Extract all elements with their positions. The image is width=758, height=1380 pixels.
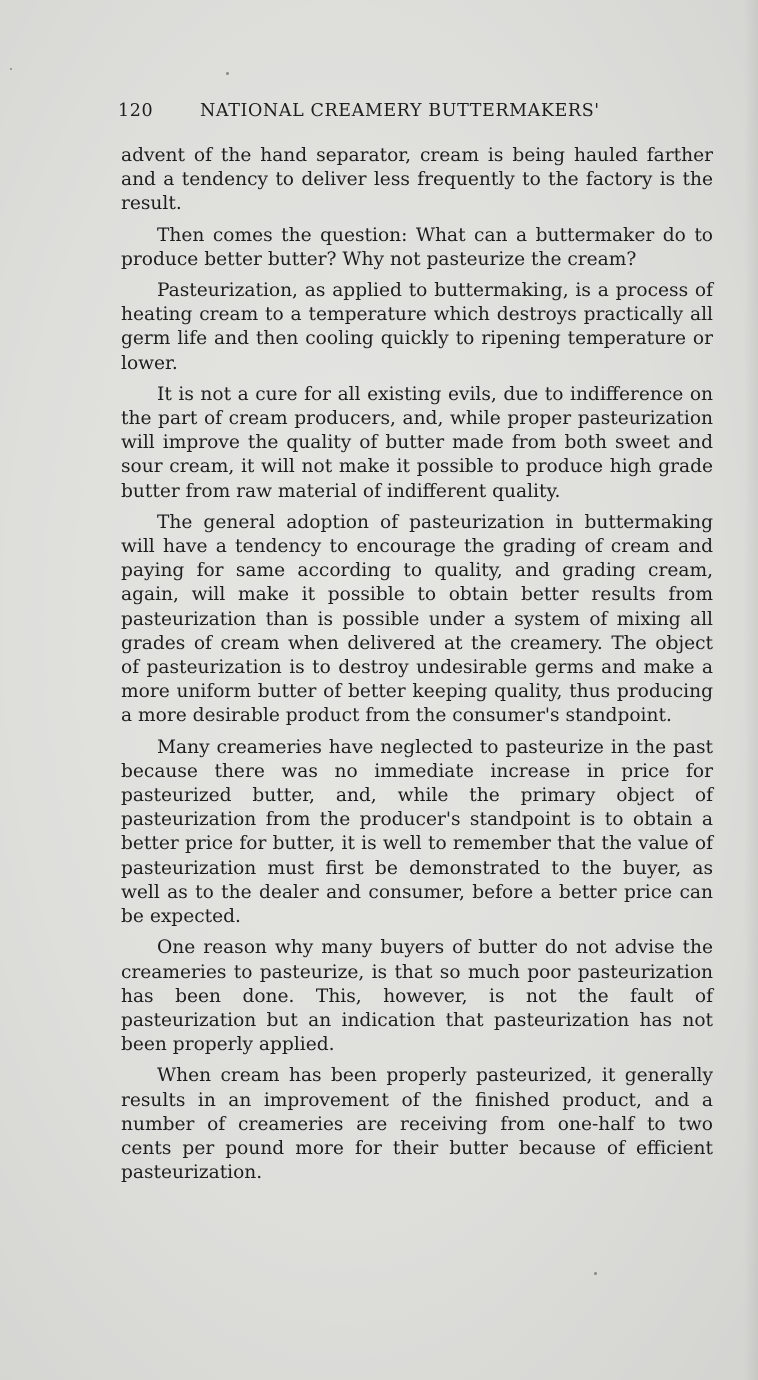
paragraph: advent of the hand separator, cream is being hauled farther and a tendency to deliver less frequently to the factory is the result. (121, 145, 713, 215)
paragraph: Then comes the question: What can a buttermaker do to produce better butter? Why not pasteurize the cream? (121, 224, 713, 270)
paragraph: It is not a cure for all existing evils, due to indifference on the part of cream producers, and, while proper pasteurization will improve the quality of butter made from both sweet and sour cream, it will not make it possible to produce high grade butter from raw material of indifferent quality. (121, 383, 713, 502)
running-header (118, 99, 718, 123)
running-title: NATIONAL CREAMERY BUTTERMAKERS' (200, 101, 600, 121)
paragraph: One reason why many buyers of butter do not advise the creameries to pasteurize, is that so much poor pasteurization has been done. This, however, is not the fault of pasteurization but an indication that pasteurization has not been properly applied. (121, 937, 713, 1056)
page-number: 120 (118, 101, 154, 121)
paper-speck (226, 72, 229, 75)
page-edge-shadow (744, 0, 758, 1380)
body-text (121, 144, 713, 1192)
paper-speck (10, 68, 12, 70)
paragraph: Many creameries have neglected to pasteurize in the past because there was no immediate increase in price for pasteurized butter, and, while the primary object of pasteurization from the producer's standpoint is to obtain a better price for butter, it is well to remember that the value of pasteurization must first be demonstrated to the buyer, as well as to the dealer and consumer, before a better price can be expected. (121, 736, 713, 928)
paragraph: Pasteurization, as applied to buttermaking, is a process of heating cream to a temperature which destroys practically all germ life and then cooling quickly to ripening temperature or lower. (121, 280, 713, 374)
paper-speck (594, 1272, 597, 1275)
paragraph: The general adoption of pasteurization in buttermaking will have a tendency to encourage the grading of cream and paying for same according to quality, and grading cream, again, will make it possible to obtain better results from pasteurization than is possible under a system of mixing all grades of cream when delivered at the creamery. The object of pasteurization is to destroy undesirable germs and make a more uniform butter of better keeping quality, thus producing a more desirable product from the consumer's standpoint. (121, 511, 713, 727)
paragraph: When cream has been properly pasteurized, it generally results in an improvement of the finished product, and a number of creameries are receiving from one-half to two cents per pound more for their butter because of efficient pasteurization. (121, 1065, 713, 1184)
